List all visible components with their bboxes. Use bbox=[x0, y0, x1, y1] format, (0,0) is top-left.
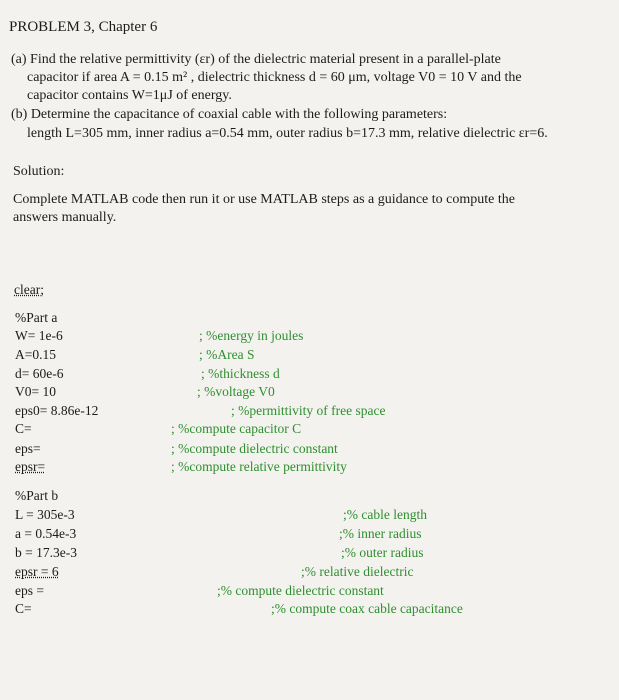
problem-title: PROBLEM 3, Chapter 6 bbox=[9, 19, 158, 35]
code-part-a: %Part a bbox=[15, 310, 58, 325]
comment-line-b2: ;% outer radius bbox=[341, 545, 424, 560]
code-line-b2: b = 17.3e-3 bbox=[15, 545, 77, 560]
instructions-line-2: answers manually. bbox=[13, 210, 117, 225]
code-line-a2: d= 60e-6 bbox=[15, 366, 64, 381]
code-line-b3: epsr = 6 bbox=[15, 564, 59, 579]
code-line-b1: a = 0.54e-3 bbox=[15, 526, 77, 541]
code-part-b: %Part b bbox=[15, 488, 59, 503]
code-line-a7: epsr= bbox=[15, 459, 46, 474]
solution-label: Solution: bbox=[13, 164, 65, 179]
comment-line-a0: ; %energy in joules bbox=[199, 328, 304, 343]
comment-line-b5: ;% compute coax cable capacitance bbox=[271, 601, 463, 616]
code-line-a1: A=0.15 bbox=[15, 347, 56, 362]
code-line-b4: eps = bbox=[15, 583, 44, 598]
code-line-a4: eps0= 8.86e-12 bbox=[15, 403, 99, 418]
instructions-line-1: Complete MATLAB code then run it or use MATLAB steps as a guidance to compute the bbox=[13, 192, 515, 207]
comment-line-a7: ; %compute relative permittivity bbox=[171, 459, 347, 474]
part-a-line-3: capacitor contains W=1μJ of energy. bbox=[27, 88, 232, 103]
code-line-a6: eps= bbox=[15, 441, 41, 456]
part-a-line-2: capacitor if area A = 0.15 m² , dielectric thickness d = 60 μm, voltage V0 = 10 V and the bbox=[27, 70, 522, 85]
comment-line-a4: ; %permittivity of free space bbox=[231, 403, 386, 418]
comment-line-b0: ;% cable length bbox=[343, 507, 427, 522]
comment-line-b3: ;% relative dielectric bbox=[301, 564, 414, 579]
comment-line-b4: ;% compute dielectric constant bbox=[217, 583, 384, 598]
code-clear: clear; bbox=[14, 282, 44, 297]
code-line-a0: W= 1e-6 bbox=[15, 328, 63, 343]
part-a-line-1: (a) Find the relative permittivity (εr) of the dielectric material present in a parallel-plate bbox=[11, 52, 501, 67]
comment-line-a6: ; %compute dielectric constant bbox=[171, 441, 338, 456]
comment-line-a1: ; %Area S bbox=[199, 347, 255, 362]
comment-line-a2: ; %thickness d bbox=[201, 366, 280, 381]
code-line-a3: V0= 10 bbox=[15, 384, 56, 399]
code-line-b0: L = 305e-3 bbox=[15, 507, 75, 522]
code-line-b5: C= bbox=[15, 601, 32, 616]
comment-line-b1: ;% inner radius bbox=[339, 526, 422, 541]
part-b-line-1: (b) Determine the capacitance of coaxial cable with the following parameters: bbox=[11, 107, 448, 122]
code-line-a5: C= bbox=[15, 421, 32, 436]
comment-line-a5: ; %compute capacitor C bbox=[171, 421, 302, 436]
comment-line-a3: ; %voltage V0 bbox=[197, 384, 275, 399]
part-b-line-2: length L=305 mm, inner radius a=0.54 mm, outer radius b=17.3 mm, relative dielectric εr=6. bbox=[27, 126, 548, 141]
